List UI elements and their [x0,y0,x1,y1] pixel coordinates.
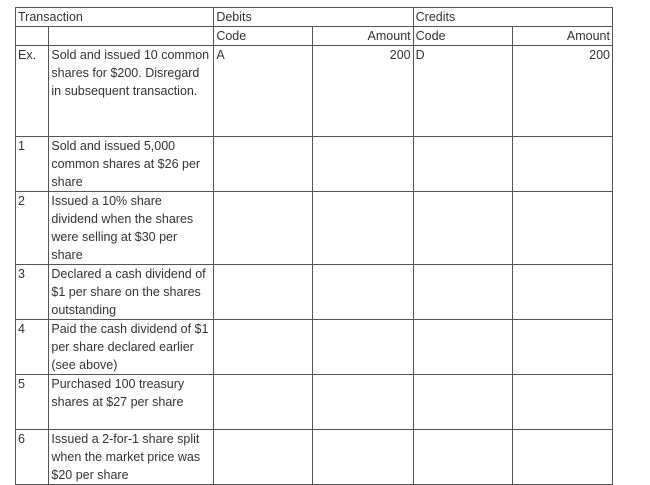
debits-header: Debits [214,8,413,27]
transaction-table [15,7,613,485]
credit-code-header: Code [413,27,512,46]
table-row [16,430,613,485]
row-number: 3 [16,265,49,320]
credit-amount-cell[interactable]: 200 [512,46,612,137]
credit-amount-cell[interactable] [512,320,612,375]
debit-amount-cell[interactable] [313,265,413,320]
row-number: 6 [16,430,49,485]
credit-code-cell[interactable] [413,265,512,320]
row-number: 5 [16,375,49,430]
debit-code-cell[interactable] [214,375,313,430]
debit-code-cell[interactable]: A [214,46,313,137]
row-description: Paid the cash dividend of $1 per share declared earlier (see above) [49,320,214,375]
header-row-columns [16,27,613,46]
row-number: 1 [16,137,49,192]
row-description: Sold and issued 5,000 common shares at $26 per share [49,137,214,192]
blank-header-cell [49,27,214,46]
row-description: Issued a 2-for-1 share split when the market price was $20 per share [49,430,214,485]
credit-amount-cell[interactable] [512,265,612,320]
table-row [16,375,613,430]
row-number: 4 [16,320,49,375]
credit-amount-cell[interactable] [512,192,612,265]
credit-amount-header: Amount [512,27,612,46]
credit-code-cell[interactable] [413,375,512,430]
row-description: Declared a cash dividend of $1 per share on the shares outstanding [49,265,214,320]
table-row [16,46,613,137]
debit-amount-cell[interactable] [313,137,413,192]
debit-amount-cell[interactable] [313,192,413,265]
table-row [16,192,613,265]
row-description: Purchased 100 treasury shares at $27 per share [49,375,214,430]
credit-amount-cell[interactable] [512,375,612,430]
credit-amount-cell[interactable] [512,137,612,192]
row-number: Ex. [16,46,49,137]
transaction-header: Transaction [16,8,214,27]
debit-code-cell[interactable] [214,430,313,485]
table-row [16,320,613,375]
debit-amount-cell[interactable]: 200 [313,46,413,137]
debit-amount-cell[interactable] [313,375,413,430]
debit-amount-header: Amount [313,27,413,46]
debit-code-cell[interactable] [214,137,313,192]
credit-code-cell[interactable] [413,320,512,375]
debit-code-cell[interactable] [214,320,313,375]
debit-code-header: Code [214,27,313,46]
debit-amount-cell[interactable] [313,430,413,485]
credit-code-cell[interactable] [413,430,512,485]
blank-header-cell [16,27,49,46]
credit-code-cell[interactable] [413,192,512,265]
row-description: Issued a 10% share dividend when the shares were selling at $30 per share [49,192,214,265]
row-description: Sold and issued 10 common shares for $200. Disregard in subsequent transaction. [49,46,214,137]
row-number: 2 [16,192,49,265]
credits-header: Credits [413,8,612,27]
debit-code-cell[interactable] [214,265,313,320]
credit-code-cell[interactable] [413,137,512,192]
credit-amount-cell[interactable] [512,430,612,485]
table-row [16,137,613,192]
debit-code-cell[interactable] [214,192,313,265]
table-row [16,265,613,320]
debit-amount-cell[interactable] [313,320,413,375]
credit-code-cell[interactable]: D [413,46,512,137]
header-row-groups [16,8,613,27]
